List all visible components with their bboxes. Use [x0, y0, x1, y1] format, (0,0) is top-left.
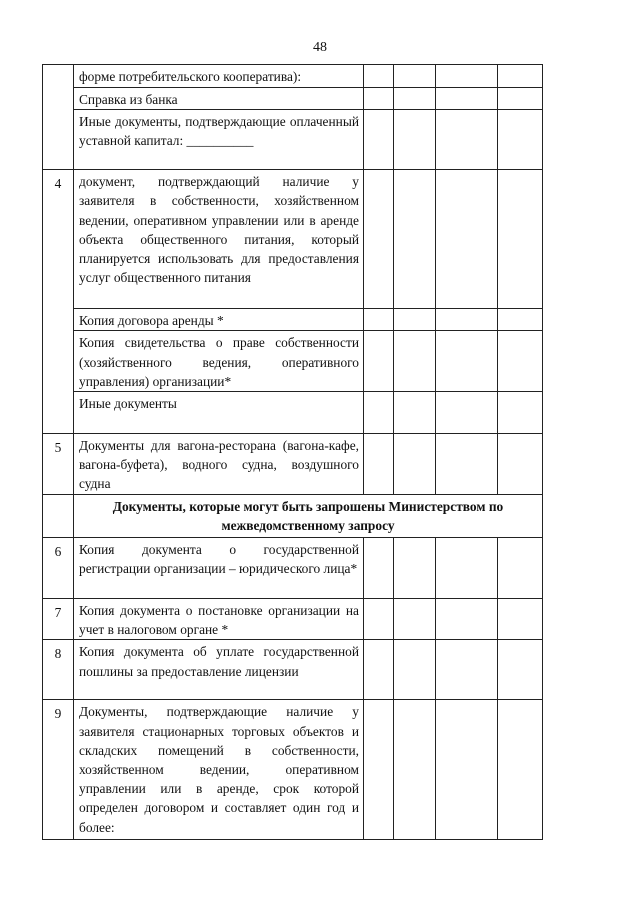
table-row	[43, 331, 543, 392]
empty-cell	[394, 65, 436, 88]
empty-cell	[436, 392, 498, 434]
empty-cell	[394, 170, 436, 309]
empty-cell	[498, 434, 543, 495]
empty-cell	[364, 599, 394, 640]
row-description: Иные документы	[74, 392, 364, 434]
section-header: Документы, которые могут быть запрошены Министерством по межведомственному запросу	[74, 494, 543, 537]
empty-cell	[364, 309, 394, 331]
empty-cell	[394, 599, 436, 640]
empty-cell	[498, 110, 543, 170]
empty-cell	[394, 538, 436, 599]
table-row	[43, 700, 543, 840]
empty-cell	[436, 65, 498, 88]
empty-cell	[436, 170, 498, 309]
empty-cell	[436, 700, 498, 840]
table-row	[43, 170, 543, 309]
empty-cell	[394, 110, 436, 170]
empty-cell	[436, 434, 498, 495]
documents-table	[42, 64, 543, 840]
empty-cell	[498, 88, 543, 110]
empty-cell	[498, 392, 543, 434]
empty-cell	[498, 700, 543, 840]
row-description: Копия документа о государственной регистрации организации – юридического лица*	[74, 538, 364, 599]
row-number-cell: 8	[43, 640, 74, 700]
empty-cell	[436, 309, 498, 331]
empty-cell	[394, 640, 436, 700]
empty-cell	[364, 331, 394, 392]
table-row	[43, 599, 543, 640]
empty-cell	[498, 599, 543, 640]
row-number-cell	[43, 65, 74, 170]
empty-cell	[394, 434, 436, 495]
empty-cell	[436, 538, 498, 599]
row-number-cell: 7	[43, 599, 74, 640]
table-row	[43, 640, 543, 700]
empty-cell	[364, 170, 394, 309]
row-number-cell: 4	[43, 170, 74, 434]
table-row	[43, 110, 543, 170]
empty-cell	[394, 392, 436, 434]
empty-cell	[364, 434, 394, 495]
empty-cell	[364, 110, 394, 170]
row-number-cell: 6	[43, 538, 74, 599]
row-description: Копия свидетельства о праве собственности (хозяйственного ведения, оперативного управления) организации*	[74, 331, 364, 392]
empty-cell	[364, 538, 394, 599]
page-number: 48	[313, 40, 327, 55]
empty-cell	[364, 640, 394, 700]
table-row	[43, 309, 543, 331]
empty-cell	[364, 392, 394, 434]
row-description: документ, подтверждающий наличие у заявителя в собственности, хозяйственном ведении, оперативном управлении или в аренде объекта общественного питания, который планируется использовать для предоставления услуг общественного питания	[74, 170, 364, 309]
table-row	[43, 434, 543, 495]
empty-cell	[498, 170, 543, 309]
empty-cell	[436, 640, 498, 700]
section-header-row	[43, 494, 543, 537]
table-row	[43, 392, 543, 434]
row-description: Справка из банка	[74, 88, 364, 110]
row-description: форме потребительского кооператива):	[74, 65, 364, 88]
empty-cell	[394, 700, 436, 840]
empty-cell	[364, 65, 394, 88]
row-description: Документы для вагона-ресторана (вагона-кафе, вагона-буфета), водного судна, воздушного судна	[74, 434, 364, 495]
empty-cell	[498, 538, 543, 599]
row-number-cell: 9	[43, 700, 74, 840]
empty-cell	[364, 700, 394, 840]
empty-cell	[498, 640, 543, 700]
empty-cell	[498, 309, 543, 331]
empty-cell	[436, 599, 498, 640]
table-row	[43, 88, 543, 110]
empty-cell	[394, 309, 436, 331]
row-description: Копия документа об уплате государственной пошлины за предоставление лицензии	[74, 640, 364, 700]
empty-cell	[364, 88, 394, 110]
empty-cell	[498, 331, 543, 392]
table-row	[43, 65, 543, 88]
empty-cell	[498, 65, 543, 88]
row-number-cell	[43, 494, 74, 537]
empty-cell	[394, 331, 436, 392]
empty-cell	[436, 110, 498, 170]
row-description: Иные документы, подтверждающие оплаченный уставной капитал: __________	[74, 110, 364, 170]
empty-cell	[436, 331, 498, 392]
empty-cell	[394, 88, 436, 110]
table-row	[43, 538, 543, 599]
row-description: Документы, подтверждающие наличие у заявителя стационарных торговых объектов и складских помещений в собственности, хозяйственном ведении, оперативном управлении или в аренде, срок которой определен договором и составляет один год и более:	[74, 700, 364, 840]
row-description: Копия документа о постановке организации на учет в налоговом органе *	[74, 599, 364, 640]
empty-cell	[436, 88, 498, 110]
row-number-cell: 5	[43, 434, 74, 495]
row-description: Копия договора аренды *	[74, 309, 364, 331]
